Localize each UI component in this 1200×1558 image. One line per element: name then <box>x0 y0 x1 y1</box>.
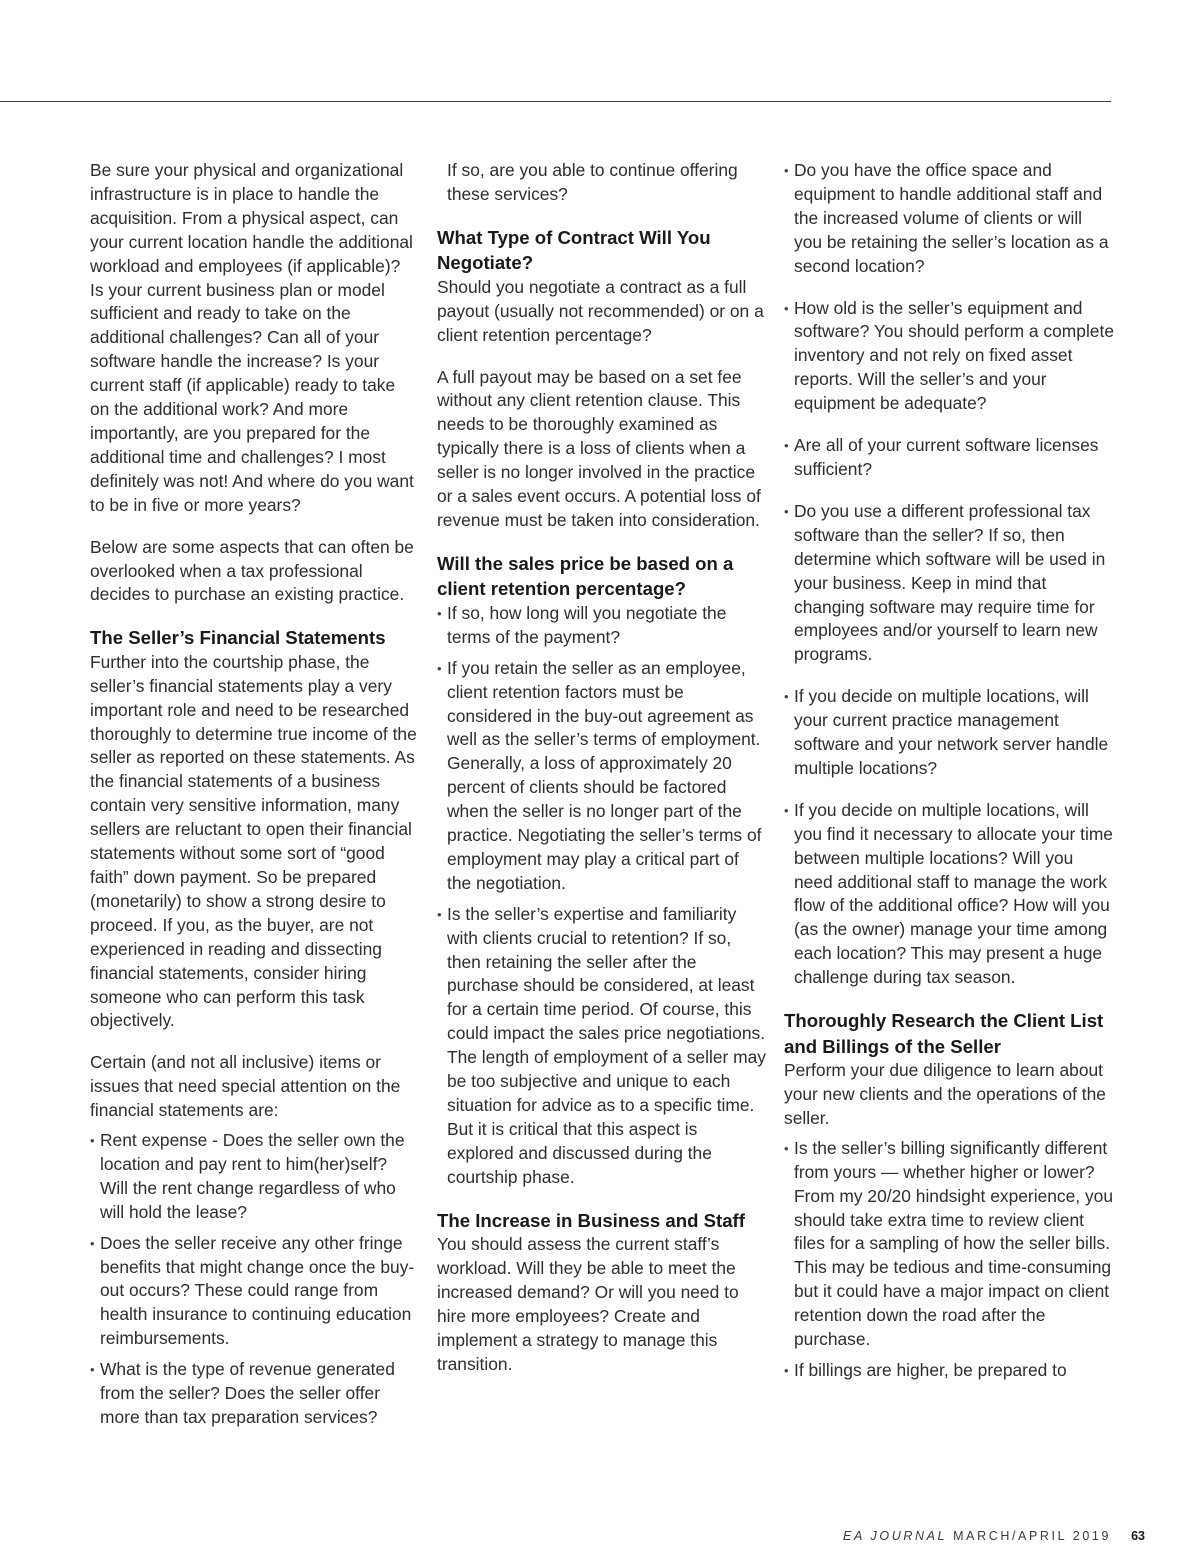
list-item: • If billings are higher, be prepared to <box>784 1359 1114 1383</box>
bullet-list <box>784 1137 1114 1383</box>
journal-name: EA JOURNAL <box>843 1529 948 1543</box>
issue-date: MARCH/APRIL 2019 <box>953 1529 1112 1543</box>
paragraph: You should assess the current staff’s workload. Will they be able to meet the increased demand? Or will you need to hire more employees? Create and implement a strategy to manage this transition. <box>437 1234 739 1374</box>
column-3 <box>784 159 1114 1401</box>
paragraph: Certain (and not all inclusive) items or issues that need special attention on the financial statements are: <box>90 1052 401 1121</box>
list-item: • If you decide on multiple locations, will you find it necessary to allocate your time between multiple locations? Will you need additional staff to manage the work flow of the additional office? How will you (as the owner) manage your time among each location? This may present a huge challenge during tax season. <box>784 799 1114 990</box>
list-item: • Is the seller’s expertise and familiarity with clients crucial to retention? If so, then retaining the seller after the purchase should be considered, at least for a certain time period. Of course, this could impact the sales price negotiations. The length of employment of a seller may be too subjective and unique to each situation for advice as to a specific time. But it is critical that this aspect is explored and discussed during the courtship phase. <box>437 903 767 1190</box>
list-item: • Does the seller receive any other fringe benefits that might change once the buy-out occurs? These could range from health insurance to continuing education reimbursements. <box>90 1232 418 1352</box>
list-item: • Are all of your current software licenses sufficient? <box>784 434 1114 482</box>
paragraph: A full payout may be based on a set fee without any client retention clause. This needs to be thoroughly examined as typically there is a loss of clients when a seller is no longer involved in the practice or a sales event occurs. A potential loss of revenue must be taken into consideration. <box>437 366 761 530</box>
section-heading: Will the sales price be based on a client retention percentage? <box>437 552 734 600</box>
list-item: • Rent expense - Does the seller own the location and pay rent to him(her)self? Will the rent change regardless of who will hold the lease? <box>90 1129 418 1225</box>
paragraph: Further into the courtship phase, the seller’s financial statements play a very important role and need to be researched thoroughly to determine true income of the seller as reported on these statements. As the financial statements of a business contain very sensitive information, many sellers are reluctant to open their financial statements without some sort of “good faith” down payment. So be prepared (monetarily) to show a strong desire to proceed. If you, as the buyer, are not experienced in reading and dissecting financial statements, consider hiring someone who can perform this task objectively. <box>90 651 417 1031</box>
section-heading: Thoroughly Research the Client List and Billings of the Seller <box>784 1010 1104 1057</box>
paragraph: If so, are you able to continue offering these services? <box>447 160 738 204</box>
column-1 <box>90 159 418 1448</box>
section-heading: The Seller’s Financial Statements <box>90 627 386 649</box>
list-item: • If you decide on multiple locations, will your current practice management software and your network server handle multiple locations? <box>784 685 1114 781</box>
list-item: • If so, how long will you negotiate the terms of the payment? <box>437 602 767 650</box>
page-number: 63 <box>1131 1529 1145 1543</box>
bullet-list <box>90 1129 418 1430</box>
paragraph: Should you negotiate a contract as a full payout (usually not recommended) or on a client retention percentage? <box>437 276 764 345</box>
list-item: • Do you use a different professional tax software than the seller? If so, then determine which software will be used in your business. Keep in mind that changing software may require time for employees and/or yourself to learn new programs. <box>784 500 1114 667</box>
paragraph: Below are some aspects that can often be overlooked when a tax professional decides to purchase an existing practice. <box>90 536 414 605</box>
list-item: • Do you have the office space and equipment to handle additional staff and the increased volume of clients or will you be retaining the seller’s location as a second location? <box>784 159 1114 279</box>
bullet-list <box>437 602 767 1190</box>
paragraph: Perform your due diligence to learn about your new clients and the operations of the seller. <box>784 1060 1106 1128</box>
list-item: • Is the seller’s billing significantly different from yours — whether higher or lower? From my 20/20 hindsight experience, you should take extra time to review client files for a sampling of how the seller bills. This may be tedious and time-consuming but it could have a major impact on client retention down the road after the purchase. <box>784 1137 1114 1352</box>
page-footer <box>700 1529 1145 1543</box>
bullet-list <box>784 159 1114 990</box>
paragraph: Be sure your physical and organizational infrastructure is in place to handle the acquisition. From a physical aspect, can your current location handle the additional workload and employees (if applicable)? Is your current business plan or model sufficient and ready to take on the additional challenges? Can all of your software handle the increase? Is your current staff (if applicable) ready to take on the additional work? And more importantly, are you prepared for the additional time and challenges? I most definitely was not! And where do you want to be in five or more years? <box>90 160 414 515</box>
section-heading: The Increase in Business and Staff <box>437 1209 745 1231</box>
section-heading: What Type of Contract Will You Negotiate? <box>437 226 711 274</box>
column-2 <box>437 159 767 1395</box>
list-item: • How old is the seller’s equipment and software? You should perform a complete inventory and not rely on fixed asset reports. Will the seller’s and your equipment be adequate? <box>784 297 1114 417</box>
list-item: • If you retain the seller as an employee, client retention factors must be considered in the buy-out agreement as well as the seller’s terms of employment. Generally, a loss of approximately 20 percent of clients should be factored when the seller is no longer part of the practice. Negotiating the seller’s terms of employment may play a critical part of the negotiation. <box>437 657 767 896</box>
header-rule <box>0 101 1111 102</box>
list-item: • What is the type of revenue generated from the seller? Does the seller offer more than tax preparation services? <box>90 1358 418 1430</box>
